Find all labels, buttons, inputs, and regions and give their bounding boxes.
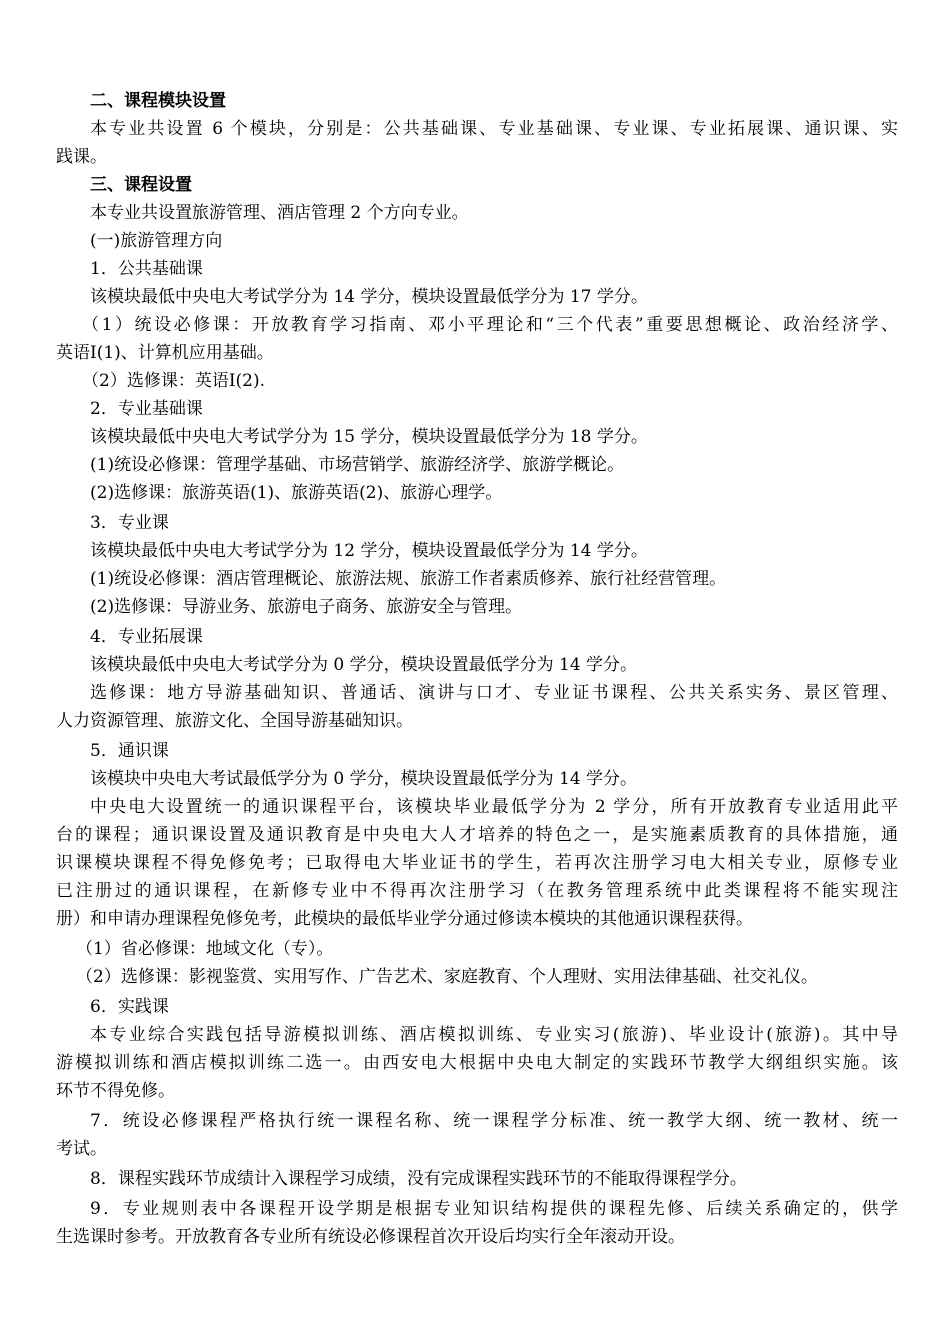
paragraph-line: 识课模块课程不得免修免考；已取得电大毕业证书的学生，若再次注册学习电大相关专业，原修专业 <box>56 853 898 873</box>
module-title: 5．通识课 <box>90 741 169 761</box>
paragraph-line: (2)选修课：导游业务、旅游电子商务、旅游安全与管理。 <box>90 597 523 617</box>
paragraph-line: 本专业共设置旅游管理、酒店管理 2 个方向专业。 <box>90 203 469 223</box>
paragraph-line: （2）选修课：英语Ⅰ(2). <box>82 371 266 391</box>
paragraph-line: 该模块最低中央电大考试学分为 15 学分，模块设置最低学分为 18 学分。 <box>90 427 648 447</box>
heading-course-setup: 三、课程设置 <box>90 175 192 195</box>
paragraph-line: 选修课：地方导游基础知识、普通话、演讲与口才、专业证书课程、公共关系实务、景区管理、 <box>90 683 898 703</box>
paragraph-line: 该模块最低中央电大考试学分为 12 学分，模块设置最低学分为 14 学分。 <box>90 541 648 561</box>
module-title: 1．公共基础课 <box>90 259 203 279</box>
paragraph-line: 考试。 <box>56 1139 107 1159</box>
paragraph-line: 生选课时参考。开放教育各专业所有统设必修课程首次开设后均实行全年滚动开设。 <box>56 1227 685 1247</box>
paragraph-line: （1）统设必修课：开放教育学习指南、邓小平理论和“三个代表”重要思想概论、政治经济学、 <box>82 315 898 335</box>
paragraph-line: 册）和申请办理课程免修免考，此模块的最低毕业学分通过修读本模块的其他通识课程获得。 <box>56 909 753 929</box>
module-title: 4．专业拓展课 <box>90 627 203 647</box>
paragraph-line: （1）省必修课：地域文化（专）。 <box>76 939 334 959</box>
paragraph-line: 该模块最低中央电大考试学分为 0 学分，模块设置最低学分为 14 学分。 <box>90 655 638 675</box>
paragraph-line: (2)选修课：旅游英语(1)、旅游英语(2)、旅游心理学。 <box>90 483 503 503</box>
paragraph-line: 本专业综合实践包括导游模拟训练、酒店模拟训练、专业实习(旅游)、毕业设计(旅游)。其中导 <box>90 1025 898 1045</box>
paragraph-line: (1)统设必修课：管理学基础、市场营销学、旅游经济学、旅游学概论。 <box>90 455 625 475</box>
paragraph-line: (1)统设必修课：酒店管理概论、旅游法规、旅游工作者素质修养、旅行社经营管理。 <box>90 569 727 589</box>
paragraph-line: 中央电大设置统一的通识课程平台，该模块毕业最低学分为 2 学分，所有开放教育专业适用此平 <box>90 797 898 817</box>
paragraph-line: （2）选修课：影视鉴赏、实用写作、广告艺术、家庭教育、个人理财、实用法律基础、社交礼仪。 <box>76 967 818 987</box>
paragraph-line: 8．课程实践环节成绩计入课程学习成绩，没有完成课程实践环节的不能取得课程学分。 <box>90 1169 747 1189</box>
paragraph-line: 人力资源管理、旅游文化、全国导游基础知识。 <box>56 711 413 731</box>
paragraph-line: 7．统设必修课程严格执行统一课程名称、统一课程学分标准、统一教学大纲、统一教材、统一 <box>90 1111 898 1131</box>
paragraph-line: 已注册过的通识课程，在新修专业中不得再次注册学习（在教务管理系统中此类课程将不能实现注 <box>56 881 898 901</box>
module-title: 3．专业课 <box>90 513 169 533</box>
module-title: 2．专业基础课 <box>90 399 203 419</box>
paragraph-line: 践课。 <box>56 147 107 167</box>
paragraph-line: 该模块最低中央电大考试学分为 14 学分，模块设置最低学分为 17 学分。 <box>90 287 648 307</box>
heading-module-setup: 二、课程模块设置 <box>90 91 226 111</box>
paragraph-line: 该模块中央电大考试最低学分为 0 学分，模块设置最低学分为 14 学分。 <box>90 769 638 789</box>
direction-heading: (一)旅游管理方向 <box>90 231 223 251</box>
paragraph-line: 本专业共设置 6 个模块，分别是：公共基础课、专业基础课、专业课、专业拓展课、通识课、实 <box>90 119 898 139</box>
module-title: 6．实践课 <box>90 997 169 1017</box>
paragraph-line: 英语Ⅰ(1)、计算机应用基础。 <box>56 343 274 363</box>
paragraph-line: 9．专业规则表中各课程开设学期是根据专业知识结构提供的课程先修、后续关系确定的，供学 <box>90 1199 898 1219</box>
paragraph-line: 环节不得免修。 <box>56 1081 175 1101</box>
paragraph-line: 游模拟训练和酒店模拟训练二选一。由西安电大根据中央电大制定的实践环节教学大纲组织实施。该 <box>56 1053 898 1073</box>
paragraph-line: 台的课程；通识课设置及通识教育是中央电大人才培养的特色之一，是实施素质教育的具体措施，通 <box>56 825 898 845</box>
